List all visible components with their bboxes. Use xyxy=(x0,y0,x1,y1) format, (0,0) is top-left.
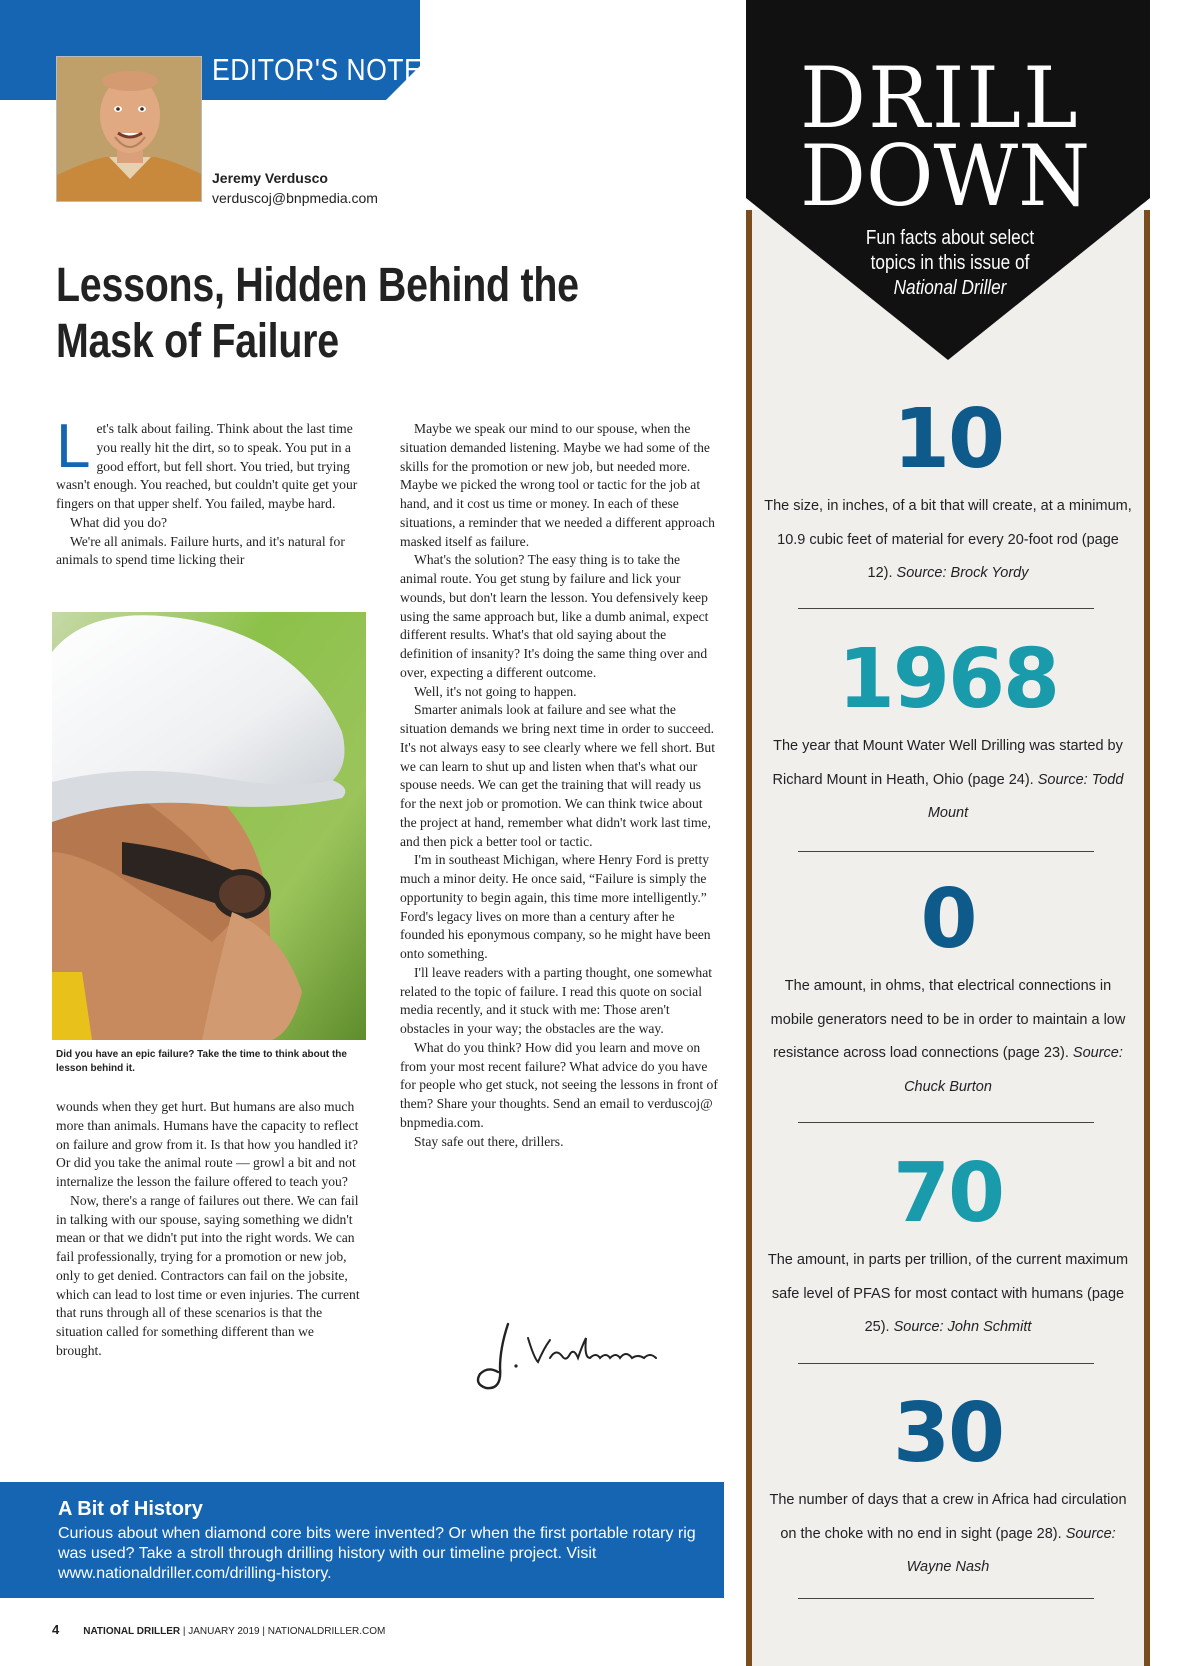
article-paragraph: Maybe we speak our mind to our spouse, when the situation demanded listening. Maybe we had some of the skills for the promotion or new job, but needed more. Maybe we picked the wrong tool or tactic for the job at hand, and it cost us time or money. In each of these situations, a reminder that we needed a different approach masked itself as failure. xyxy=(400,421,715,549)
drill-down-subtitle: Fun facts about select topics in this issue of National Driller xyxy=(865,227,1035,299)
fact-number: 30 xyxy=(892,1386,1004,1481)
fact-source: Source: Todd Mount xyxy=(927,771,1124,821)
fact-text: The amount, in ohms, that electrical connections in mobile generators need to be in order to maintain a low resistance across load connections (page 23). Source: Chuck Burton xyxy=(770,978,1126,1095)
author-portrait xyxy=(56,56,202,202)
page-number: 4 xyxy=(52,1622,60,1637)
author-name: Jeremy Verdusco xyxy=(212,170,328,186)
fact-text: The amount, in parts per trillion, of the current maximum safe level of PFAS for most contact with humans (page 25). Source: John Schmitt xyxy=(767,1252,1129,1335)
article-paragraph: Smarter animals look at failure and see what the situation demands we bring next time in order to succeed. It's not always easy to see clearly where we fell short. But we can learn to shut up and listen when that's what our spouse needs. We can get the training that will ready us for the next job or promotion. We can think twice about the project at hand, remember what didn't work last time, and then pick a better tool or tactic. xyxy=(400,702,716,849)
publication-italic: National Driller xyxy=(893,277,1007,299)
author-signature xyxy=(470,1318,690,1398)
fact-text: The year that Mount Water Well Drilling was started by Richard Mount in Heath, Ohio (page 24). Source: Todd Mount xyxy=(772,738,1124,821)
fact-divider xyxy=(798,1363,1094,1364)
fact-number: 70 xyxy=(892,1146,1004,1241)
section-label: EDITOR'S NOTES xyxy=(212,52,441,87)
fact-item xyxy=(752,874,1144,1104)
fact-text: The size, in inches, of a bit that will create, at a minimum, 10.9 cubic feet of material for every 20-foot rod (page 12). Source: Brock Yordy xyxy=(764,498,1132,581)
article-column-1-top xyxy=(56,412,362,570)
article-paragraph: Let's talk about failing. Think about the last time you really hit the dirt, so to speak. You put in a good effort, but fell short. You tried, but trying wasn't enough. You reached, but couldn't quite get your fingers on that upper shelf. You failed, maybe hard. xyxy=(56,412,358,511)
article-paragraph: I'll leave readers with a parting thought, one somewhat related to the topic of failure. I read this quote on social media recently, and it stuck with me: Those aren't obstacles in your way; the obstacles are the way. xyxy=(400,964,713,1036)
fact-item xyxy=(752,634,1144,831)
article-paragraph: I'm in southeast Michigan, where Henry Ford is pretty much a minor deity. He once said, “Failure is simply the opportunity to begin again, this time more intelligently.” Ford's legacy lives on more than a century after he founded his eponymous company, so he might have been onto something. xyxy=(400,852,711,961)
page-footer xyxy=(52,1622,385,1637)
fact-divider xyxy=(798,1598,1094,1599)
fact-text: The number of days that a crew in Africa had circulation on the choke with no end in sight (page 28). Source: Wayne Nash xyxy=(769,1492,1127,1575)
article-paragraph: wounds when they get hurt. But humans are also much more than animals. Humans have the capacity to reflect on failure and grow from it. Is that how you handled it? Or did you take the animal route — growl a bit and not internalize the lesson the failure offered to teach you? xyxy=(56,1099,359,1189)
photo-caption: Did you have an epic failure? Take the time to think about the lesson behind it. xyxy=(56,1049,347,1074)
history-title: A Bit of History xyxy=(58,1498,203,1520)
fact-number: 0 xyxy=(920,872,976,967)
fact-item xyxy=(752,1388,1144,1585)
fact-source: Source: Wayne Nash xyxy=(906,1525,1116,1575)
fact-divider xyxy=(798,608,1094,609)
article-paragraph: Now, there's a range of failures out there. We can fail in talking with our spouse, saying something we didn't mean or that we didn't put into the right words. We can fail professionally, trying for a promotion or new job, only to get denied. Contractors can fail on the jobsite, which can lead to lost time or even injuries. The current that runs through all of these scenarios is that the situation called for something different than we brought. xyxy=(56,1192,360,1358)
drop-cap: L xyxy=(56,412,91,481)
drill-down-title-line-2: DOWN xyxy=(800,127,1091,225)
history-banner xyxy=(0,1482,724,1598)
history-body: Curious about when diamond core bits were invented? Or when the first portable rotary rig was used? Take a stroll through drilling history with our timeline project. Visit www.nationaldriller.com/drilling-history. xyxy=(58,1525,696,1582)
fact-divider xyxy=(798,1122,1094,1123)
fact-divider xyxy=(798,851,1094,852)
article-column-2 xyxy=(400,420,718,1151)
drill-down-title-line-1: DRILL xyxy=(800,49,1080,147)
fact-number: 10 xyxy=(892,392,1004,487)
author-email: verduscoj@bnpmedia.com xyxy=(212,190,378,206)
article-paragraph: What did you do? xyxy=(70,514,168,530)
article-paragraph: Stay safe out there, drillers. xyxy=(414,1133,564,1149)
fact-item xyxy=(752,1148,1144,1345)
article-column-1-bottom xyxy=(56,1098,362,1361)
fact-source: Source: Brock Yordy xyxy=(896,565,1029,581)
article-headline: Lessons, Hidden Behind the Mask of Failure xyxy=(56,259,579,368)
article-paragraph: What do you think? How did you learn and move on from your most recent failure? What advice do you have for people who get stuck, not seeing the lessons in front of them? Share your thoughts. Send an email to verduscoj@ bnpmedia.com. xyxy=(400,1039,718,1130)
fact-item xyxy=(752,394,1144,591)
article-paragraph: We're all animals. Failure hurts, and it's natural for animals to spend time licking their xyxy=(56,533,345,568)
article-photo xyxy=(52,612,366,1040)
article-paragraph: What's the solution? The easy thing is to take the animal route. You get stung by failure and lick your wounds, but don't learn the lesson. You defensively keep using the same approach but, like a dumb animal, expect different results. What's that old saying about the definition of insanity? It's doing the same thing over and over, expecting a different outcome. xyxy=(400,552,709,680)
article-paragraph: Well, it's not going to happen. xyxy=(414,683,577,699)
footer-date-url: | JANUARY 2019 | NATIONALDRILLER.COM xyxy=(180,1626,386,1637)
fact-number: 1968 xyxy=(837,632,1059,727)
fact-source: Source: John Schmitt xyxy=(893,1319,1032,1335)
fact-source: Source: Chuck Burton xyxy=(904,1045,1123,1095)
publication-name: NATIONAL DRILLER xyxy=(83,1626,181,1637)
